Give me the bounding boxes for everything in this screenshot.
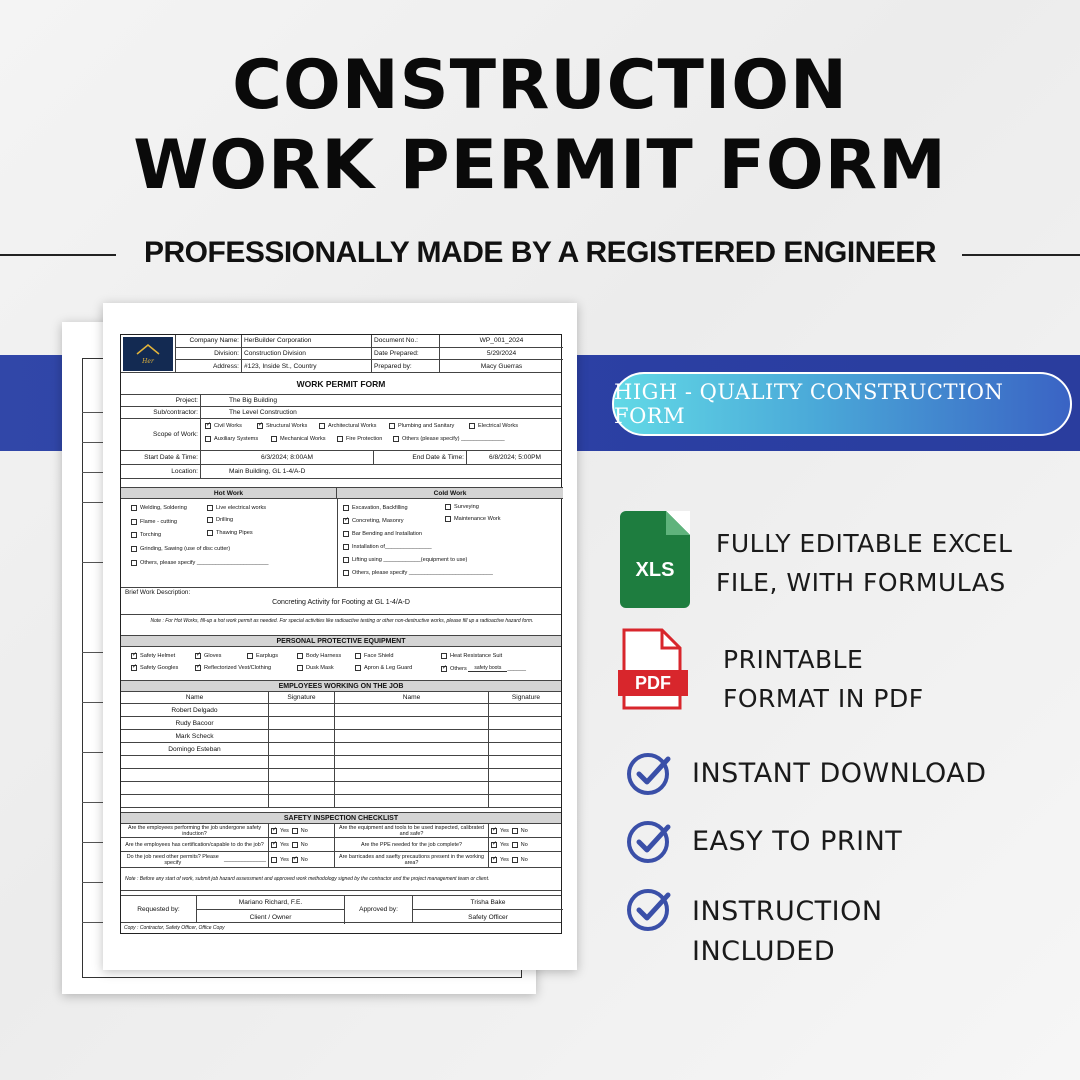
ppe-dust-mask-checkbox[interactable]: Dusk Mask bbox=[297, 665, 334, 671]
cold-bar-bending-checkbox[interactable]: Bar Bending and Installation bbox=[343, 531, 422, 537]
prepared-by-value: Macy Guerras bbox=[480, 363, 523, 371]
hot-welding-checkbox[interactable]: Welding, Soldering bbox=[131, 505, 187, 511]
project-row bbox=[121, 395, 561, 407]
brief-value: Concreting Activity for Footing at GL 1-4/A-D bbox=[272, 599, 410, 606]
scope-row bbox=[121, 419, 561, 451]
ppe-vest-checkbox[interactable]: ✓ Reflectorized Vest/Clothing bbox=[195, 665, 271, 671]
scope-structural-checkbox[interactable]: ✓ Structural Works bbox=[257, 423, 307, 429]
employee-signature-cell[interactable] bbox=[489, 795, 563, 807]
ppe-harness-checkbox[interactable]: Body Harness bbox=[297, 653, 341, 659]
check-circle-icon bbox=[626, 750, 674, 798]
employee-signature-cell[interactable] bbox=[269, 717, 335, 729]
pdf-file-icon: PDF bbox=[618, 628, 688, 714]
employee-name-cell[interactable] bbox=[335, 756, 489, 768]
prepared-by-label: Prepared by: bbox=[372, 360, 440, 373]
scope-architectural-checkbox[interactable]: Architectural Works bbox=[319, 423, 376, 429]
hot-flame-cutting-checkbox[interactable]: Flame - cutting bbox=[131, 519, 177, 525]
hot-grinding-checkbox[interactable]: Grinding, Sawing (use of disc cutter) bbox=[131, 546, 230, 552]
company-label: Company Name: bbox=[176, 335, 242, 348]
employee-signature-cell[interactable] bbox=[489, 756, 563, 768]
checklist-header: SAFETY INSPECTION CHECKLIST bbox=[121, 812, 561, 824]
ppe-heat-suit-checkbox[interactable]: Heat Resistance Suit bbox=[441, 653, 502, 659]
q5: Are the PPE needed for the job complete? bbox=[335, 838, 489, 851]
page-title-line1: CONSTRUCTION bbox=[232, 46, 848, 125]
employee-signature-cell[interactable] bbox=[269, 730, 335, 742]
hot-thawing-checkbox[interactable]: Thawing Pipes bbox=[207, 530, 253, 536]
dates-row bbox=[121, 451, 561, 465]
cold-lifting-checkbox[interactable]: Lifting using ____________(equipment to use) bbox=[343, 557, 467, 563]
start-label: Start Date & Time: bbox=[121, 451, 201, 464]
subtitle: PROFESSIONALLY MADE BY A REGISTERED ENGINEER bbox=[143, 236, 937, 269]
col-signature-left: Signature bbox=[269, 692, 335, 703]
employee-signature-cell[interactable] bbox=[489, 743, 563, 755]
employee-name-cell[interactable]: Domingo Esteban bbox=[121, 743, 269, 755]
scope-others-checkbox[interactable]: Others (please specify) ______________ bbox=[393, 436, 505, 442]
employee-signature-cell[interactable] bbox=[489, 782, 563, 794]
feature-excel bbox=[716, 524, 1012, 602]
division-value: Construction Division bbox=[242, 348, 372, 361]
feature-instant-download: INSTANT DOWNLOAD bbox=[692, 758, 987, 789]
location-value: Main Building, GL 1-4/A-D bbox=[229, 468, 306, 475]
employee-signature-cell[interactable] bbox=[489, 730, 563, 742]
work-permit-form bbox=[120, 334, 562, 934]
subcontractor-label: Sub/contractor: bbox=[121, 407, 201, 418]
location-row bbox=[121, 465, 561, 479]
subcontractor-row bbox=[121, 407, 561, 419]
excel-file-icon: XLS bbox=[620, 511, 690, 608]
svg-text:Her: Her bbox=[142, 357, 154, 365]
feature-excel-line1: FULLY EDITABLE EXCEL bbox=[716, 529, 1013, 558]
address-label: Address: bbox=[176, 360, 242, 373]
employee-name-cell[interactable] bbox=[335, 743, 489, 755]
approved-role: Safety Officer bbox=[468, 913, 508, 921]
scope-civil-checkbox[interactable]: ✓ Civil Works bbox=[205, 423, 242, 429]
brief-label: Brief Work Description: bbox=[125, 589, 191, 596]
employee-signature-cell[interactable] bbox=[269, 795, 335, 807]
hot-cold-divider bbox=[337, 499, 338, 587]
employee-name-cell[interactable]: Mark Scheck bbox=[121, 730, 269, 742]
ppe-apron-checkbox[interactable]: Apron & Leg Guard bbox=[355, 665, 412, 671]
header-block bbox=[121, 335, 561, 373]
date-prepared-value: 5/29/2024 bbox=[440, 348, 563, 361]
feature-instruction bbox=[692, 892, 883, 972]
q6: Are barricades and saefty precautions present in the working area? bbox=[335, 852, 489, 867]
front-sheet bbox=[103, 303, 577, 970]
hot-others-checkbox[interactable]: Others, please specify _______________________ bbox=[131, 560, 268, 566]
employee-name-cell[interactable]: Robert Delgado bbox=[121, 704, 269, 716]
doc-no-label: Document No.: bbox=[372, 335, 440, 348]
requested-role: Client / Owner bbox=[197, 910, 345, 924]
employee-name-cell[interactable] bbox=[121, 769, 269, 781]
approved-name: Trisha Bake bbox=[413, 896, 563, 910]
hot-live-electrical-checkbox[interactable]: Live electrical works bbox=[207, 505, 266, 511]
checklist-row-2 bbox=[121, 838, 561, 852]
table-row bbox=[121, 730, 561, 743]
employee-name-cell[interactable] bbox=[335, 704, 489, 716]
employee-signature-cell[interactable] bbox=[269, 782, 335, 794]
form-title: WORK PERMIT FORM bbox=[121, 373, 561, 395]
doc-no-value: WP_001_2024 bbox=[440, 335, 563, 348]
start-work-note: Note : Before any start of work, submit job hazard assessment and approved work methodology signed by the contractor and the project management team or client. bbox=[125, 876, 490, 882]
start-value: 6/3/2024; 8:00AM bbox=[201, 451, 374, 464]
feature-pdf-line2: FORMAT IN PDF bbox=[723, 684, 924, 713]
employee-name-cell[interactable] bbox=[121, 782, 269, 794]
cold-excavation-checkbox[interactable]: Excavation, Backfilling bbox=[343, 505, 408, 511]
feature-easy-print: EASY TO PRINT bbox=[692, 826, 903, 857]
feature-pdf-line1: PRINTABLE bbox=[723, 645, 864, 674]
q2-answer[interactable]: ✓ Yes No bbox=[269, 838, 335, 851]
table-row bbox=[121, 795, 561, 808]
table-row bbox=[121, 704, 561, 717]
divider bbox=[121, 587, 561, 588]
employee-signature-cell[interactable] bbox=[269, 704, 335, 716]
check-circle-icon bbox=[626, 886, 674, 934]
signoff-row bbox=[121, 895, 561, 923]
q3: Do the job need other permits? Please specify ______________ bbox=[121, 852, 269, 867]
employee-name-cell[interactable] bbox=[335, 769, 489, 781]
ppe-header: PERSONAL PROTECTIVE EQUIPMENT bbox=[121, 635, 561, 647]
q5-answer[interactable]: ✓ Yes No bbox=[489, 838, 563, 851]
division-label: Division: bbox=[176, 348, 242, 361]
q6-answer[interactable]: ✓ Yes No bbox=[489, 852, 563, 867]
q1-answer[interactable]: ✓ Yes No bbox=[269, 824, 335, 837]
divider-right bbox=[962, 254, 1080, 256]
hot-drilling-checkbox[interactable]: Drilling bbox=[207, 517, 233, 523]
employee-name-cell[interactable] bbox=[335, 730, 489, 742]
col-signature-right: Signature bbox=[511, 694, 541, 701]
company-logo bbox=[121, 335, 176, 372]
ppe-others-value[interactable]: safety boots bbox=[468, 665, 507, 672]
employee-name-cell[interactable] bbox=[335, 782, 489, 794]
hot-work-note: Note : For Hot Works, fill-up a hot work permit as needed. For special activities like radioactive testing or other non-destructive works, please fill up a radioactive hazard form. bbox=[150, 618, 534, 624]
subtitle-row bbox=[0, 234, 1080, 274]
hot-torching-checkbox[interactable]: Torching bbox=[131, 532, 161, 538]
employee-signature-cell[interactable] bbox=[489, 717, 563, 729]
checklist-row-3 bbox=[121, 852, 561, 868]
employee-signature-cell[interactable] bbox=[489, 704, 563, 716]
employee-name-cell[interactable] bbox=[335, 795, 489, 807]
ppe-others-checkbox[interactable]: ✓ Others safety boots ______ bbox=[441, 665, 526, 672]
employee-signature-cell[interactable] bbox=[269, 743, 335, 755]
page-title-line2: WORK PERMIT FORM bbox=[133, 126, 947, 205]
employee-name-cell[interactable] bbox=[121, 795, 269, 807]
table-row bbox=[121, 743, 561, 756]
hot-work-header: Hot Work bbox=[121, 487, 337, 499]
col-name-right: Name bbox=[335, 692, 489, 703]
feature-instruction-line2: INCLUDED bbox=[692, 936, 836, 967]
feature-pdf bbox=[723, 640, 924, 718]
copy-note: Copy : Contractor, Safety Officer, Office Copy bbox=[124, 925, 225, 931]
cold-concreting-checkbox[interactable]: ✓ Concreting, Masonry bbox=[343, 518, 404, 524]
company-value: HerBuilder Corporation bbox=[242, 335, 372, 348]
cold-work-header: Cold Work bbox=[337, 487, 563, 499]
employee-signature-cell[interactable] bbox=[269, 756, 335, 768]
cold-installation-checkbox[interactable]: Installation of_______________ bbox=[343, 544, 432, 550]
location-label: Location: bbox=[121, 465, 201, 478]
col-name-left: Name bbox=[121, 692, 269, 703]
end-label: End Date & Time: bbox=[374, 451, 467, 464]
scope-auxiliary-checkbox[interactable]: Auxiliary Systems bbox=[205, 436, 258, 442]
feature-excel-line2: FILE, WITH FORMULAS bbox=[716, 568, 1006, 597]
table-row bbox=[121, 782, 561, 795]
end-value: 6/8/2024; 5:00PM bbox=[488, 454, 542, 461]
table-row bbox=[121, 769, 561, 782]
q2: Are the employees has certification/capable to do the job? bbox=[121, 838, 269, 851]
scope-fire-checkbox[interactable]: Fire Protection bbox=[337, 436, 382, 442]
ppe-helmet-checkbox[interactable]: ✓ Safety Helmet bbox=[131, 653, 175, 659]
check-circle-icon bbox=[626, 818, 674, 866]
divider-left bbox=[0, 254, 116, 256]
ppe-googles-checkbox[interactable]: ✓ Safety Googles bbox=[131, 665, 178, 671]
cold-surveying-checkbox[interactable]: Surveying bbox=[445, 504, 479, 510]
q1: Are the employees performing the job undergone safety induction? bbox=[121, 824, 269, 837]
employees-col-header bbox=[121, 692, 561, 704]
feature-instruction-line1: INSTRUCTION bbox=[692, 896, 883, 927]
table-row bbox=[121, 756, 561, 769]
q3-answer[interactable]: Yes ✓ No bbox=[269, 852, 335, 867]
quality-badge: HIGH - QUALITY CONSTRUCTION FORM bbox=[612, 372, 1072, 436]
employee-name-cell[interactable]: Rudy Bacoor bbox=[121, 717, 269, 729]
scope-electrical-checkbox[interactable]: Electrical Works bbox=[469, 423, 518, 429]
ppe-faceshield-checkbox[interactable]: Face Shield bbox=[355, 653, 394, 659]
scope-plumbing-checkbox[interactable]: Plumbing and Sanitary bbox=[389, 423, 454, 429]
cold-others-checkbox[interactable]: Others, please specify ___________________________ bbox=[343, 570, 493, 576]
approved-label: Approved by: bbox=[345, 896, 413, 922]
scope-mechanical-checkbox[interactable]: Mechanical Works bbox=[271, 436, 326, 442]
divider bbox=[121, 614, 561, 615]
requested-name: Mariano Richard, F.E. bbox=[197, 896, 345, 910]
ppe-earplugs-checkbox[interactable]: Earplugs bbox=[247, 653, 278, 659]
ppe-gloves-checkbox[interactable]: ✓ Gloves bbox=[195, 653, 221, 659]
requested-label: Requested by: bbox=[121, 896, 197, 922]
checklist-row-1 bbox=[121, 824, 561, 838]
address-value: #123, Inside St., Country bbox=[242, 360, 372, 373]
divider bbox=[121, 890, 561, 891]
scope-label: Scope of Work: bbox=[121, 419, 201, 450]
employees-header: EMPLOYEES WORKING ON THE JOB bbox=[121, 680, 561, 692]
project-value: The Big Building bbox=[229, 397, 278, 404]
subcontractor-value: The Level Construction bbox=[229, 409, 297, 416]
employee-signature-cell[interactable] bbox=[269, 769, 335, 781]
q4: Are the equipment and tools to be used inspected, calibrated and safe? bbox=[335, 824, 489, 837]
q4-answer[interactable]: ✓ Yes No bbox=[489, 824, 563, 837]
project-label: Project: bbox=[121, 395, 201, 406]
employee-name-cell[interactable] bbox=[335, 717, 489, 729]
cold-maintenance-checkbox[interactable]: Maintenance Work bbox=[445, 516, 501, 522]
employee-signature-cell[interactable] bbox=[489, 769, 563, 781]
employee-name-cell[interactable] bbox=[121, 756, 269, 768]
date-prepared-label: Date Prepared: bbox=[372, 348, 440, 361]
table-row bbox=[121, 717, 561, 730]
